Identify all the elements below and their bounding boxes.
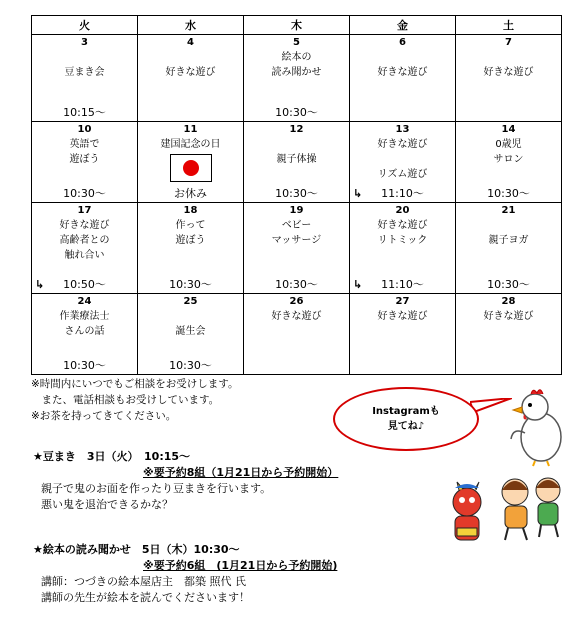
activity-time: 10:30～ bbox=[275, 187, 318, 200]
turn-arrow-icon: ↳ bbox=[353, 187, 363, 200]
activity-text: 作業療法士 bbox=[59, 311, 110, 322]
day-number: 6 bbox=[399, 37, 406, 48]
day-number: 21 bbox=[501, 205, 516, 216]
activity-text bbox=[32, 50, 137, 65]
event-title: ★豆まき 3日（火） 10:15～ bbox=[33, 450, 191, 463]
activity-text: 好きな遊び bbox=[377, 311, 428, 322]
event-picture-book bbox=[33, 541, 337, 605]
calendar-day-cell bbox=[138, 35, 244, 122]
note-line: ※時間内にいつでもご相談をお受けします。 bbox=[31, 378, 239, 390]
day-number: 12 bbox=[289, 124, 304, 135]
event-description: 講師の先生が絵本を読んでくださいます！ bbox=[41, 591, 250, 604]
activity-text: 触れ合い bbox=[64, 250, 105, 261]
day-number: 20 bbox=[395, 205, 410, 216]
activity-text: サロン bbox=[493, 154, 524, 165]
activity-time: 10:50～ bbox=[63, 278, 106, 291]
day-number: 4 bbox=[187, 37, 194, 48]
calendar-day-cell bbox=[244, 203, 350, 294]
notes bbox=[31, 376, 238, 424]
weekday-header: 火 bbox=[32, 16, 138, 35]
activity-text: さんの話 bbox=[64, 326, 105, 337]
event-description: 親子で鬼のお面を作ったり豆まきを行います。 bbox=[41, 482, 272, 495]
activity-text: 好きな遊び bbox=[377, 220, 428, 231]
bubble-text: 見てね♪ bbox=[387, 421, 425, 432]
event-title: ★絵本の読み聞かせ 5日（木）10:30～ bbox=[33, 543, 240, 556]
calendar-week-row bbox=[32, 294, 562, 375]
day-number: 25 bbox=[183, 296, 198, 307]
activity-text: 英語で bbox=[69, 139, 100, 150]
day-number: 26 bbox=[289, 296, 304, 307]
calendar-week-row bbox=[32, 122, 562, 203]
calendar-day-cell bbox=[244, 35, 350, 122]
calendar-day-cell bbox=[32, 122, 138, 203]
day-number: 14 bbox=[501, 124, 516, 135]
event-description: 悪い鬼を退治できるかな？ bbox=[41, 498, 173, 511]
activity-text: リトミック bbox=[377, 235, 428, 246]
note-line: また、電話相談もお受けしています。 bbox=[31, 394, 220, 406]
calendar-day-cell bbox=[32, 35, 138, 122]
activity-text bbox=[350, 50, 455, 65]
calendar-day-cell bbox=[456, 294, 562, 375]
day-number: 28 bbox=[501, 296, 516, 307]
activity-text: 好きな遊び bbox=[483, 311, 534, 322]
calendar-day-cell bbox=[138, 294, 244, 375]
calendar-day-cell bbox=[350, 203, 456, 294]
day-number: 24 bbox=[77, 296, 92, 307]
day-number: 7 bbox=[505, 37, 512, 48]
turn-arrow-icon: ↳ bbox=[353, 278, 363, 291]
chicken-illustration-icon bbox=[505, 385, 567, 467]
activity-text: 誕生会 bbox=[175, 326, 206, 337]
event-setsubun bbox=[33, 448, 338, 512]
activity-text: 0歳児 bbox=[495, 139, 522, 150]
activity-text: 遊ぼう bbox=[175, 235, 206, 246]
activity-time: 10:30～ bbox=[169, 278, 212, 291]
event-reservation: ※要予約8組（1月21日から予約開始） bbox=[143, 466, 339, 479]
calendar-day-cell bbox=[350, 35, 456, 122]
activity-time: 10:30～ bbox=[487, 278, 530, 291]
day-number: 27 bbox=[395, 296, 410, 307]
activity-text: ベビー bbox=[281, 220, 312, 231]
weekday-header: 金 bbox=[350, 16, 456, 35]
japan-flag-icon bbox=[170, 154, 212, 182]
activity-time: 10:30～ bbox=[169, 359, 212, 372]
activity-text bbox=[138, 309, 243, 324]
day-number: 10 bbox=[77, 124, 92, 135]
activity-time: 11:10～ bbox=[381, 278, 424, 291]
activity-text: 親子体操 bbox=[276, 154, 317, 165]
day-number: 17 bbox=[77, 205, 92, 216]
activity-text bbox=[456, 50, 561, 65]
calendar-day-cell bbox=[32, 203, 138, 294]
activity-text bbox=[350, 152, 455, 167]
day-number: 5 bbox=[293, 37, 300, 48]
activity-text bbox=[138, 50, 243, 65]
activity-text: 高齢者との bbox=[59, 235, 110, 246]
calendar-week-row bbox=[32, 203, 562, 294]
activity-text: 好きな遊び bbox=[271, 311, 322, 322]
note-line: ※お茶を持ってきてください。 bbox=[31, 410, 177, 422]
calendar-day-cell bbox=[244, 122, 350, 203]
event-description: 講師：つづきの絵本屋店主 都築 照代 氏 bbox=[41, 575, 246, 588]
day-number: 19 bbox=[289, 205, 304, 216]
activity-time: 10:30～ bbox=[275, 106, 318, 119]
turn-arrow-icon: ↳ bbox=[35, 278, 45, 291]
event-reservation: ※要予約6組 (1月21日から予約開始) bbox=[143, 559, 338, 572]
activity-time: 10:30～ bbox=[275, 278, 318, 291]
weekday-header: 水 bbox=[138, 16, 244, 35]
activity-time: 11:10～ bbox=[381, 187, 424, 200]
calendar-day-cell bbox=[138, 203, 244, 294]
activity-text: マッサージ bbox=[271, 235, 322, 246]
activity-text: 作って bbox=[175, 220, 206, 231]
calendar-day-cell bbox=[244, 294, 350, 375]
instagram-speech-bubble bbox=[333, 387, 479, 451]
activity-text bbox=[244, 137, 349, 152]
activity-time: 10:30～ bbox=[63, 359, 106, 372]
activity-text: 好きな遊び bbox=[483, 67, 534, 78]
activity-time: 10:15～ bbox=[63, 106, 106, 119]
activity-text: 遊ぼう bbox=[69, 154, 100, 165]
day-number: 3 bbox=[81, 37, 88, 48]
calendar-day-cell bbox=[138, 122, 244, 203]
activity-text: 好きな遊び bbox=[377, 139, 428, 150]
activity-time: 10:30～ bbox=[487, 187, 530, 200]
activity-text: 読み聞かせ bbox=[271, 67, 322, 78]
calendar-week-row bbox=[32, 35, 562, 122]
activity-time: 10:30～ bbox=[63, 187, 106, 200]
activity-text: リズム遊び bbox=[377, 169, 428, 180]
weekday-header: 木 bbox=[244, 16, 350, 35]
activity-text: 絵本の bbox=[281, 52, 312, 63]
activity-text: 豆まき会 bbox=[64, 67, 105, 78]
bubble-text: Instagramも bbox=[372, 406, 440, 417]
activity-text: 好きな遊び bbox=[59, 220, 110, 231]
activity-text bbox=[456, 218, 561, 233]
activity-text: 好きな遊び bbox=[165, 67, 216, 78]
weekday-header: 土 bbox=[456, 16, 562, 35]
activity-text: 建国記念の日 bbox=[160, 139, 221, 150]
closed-label: お休み bbox=[174, 187, 207, 200]
calendar-table bbox=[31, 15, 562, 375]
calendar-day-cell bbox=[456, 35, 562, 122]
activity-text: 親子ヨガ bbox=[488, 235, 529, 246]
calendar-day-cell bbox=[456, 203, 562, 294]
calendar-day-cell bbox=[350, 122, 456, 203]
activity-text: 好きな遊び bbox=[377, 67, 428, 78]
day-number: 13 bbox=[395, 124, 410, 135]
calendar-day-cell bbox=[32, 294, 138, 375]
day-number: 18 bbox=[183, 205, 198, 216]
kids-and-oni-illustration-icon bbox=[445, 470, 567, 560]
day-number: 11 bbox=[183, 124, 198, 135]
calendar-day-cell bbox=[456, 122, 562, 203]
calendar-day-cell bbox=[350, 294, 456, 375]
weekday-header-row bbox=[32, 16, 562, 35]
